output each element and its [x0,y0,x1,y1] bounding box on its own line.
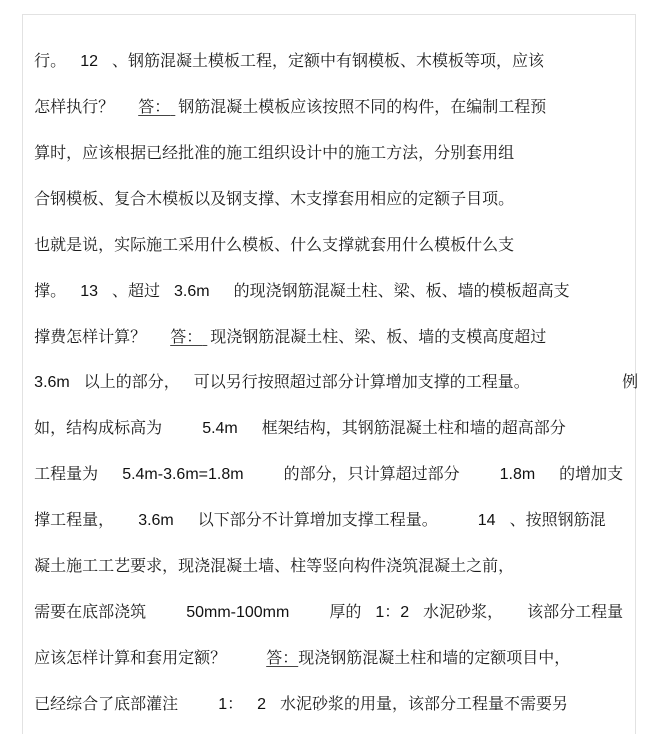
measurement: 5.4m [202,420,238,437]
text-segment: 凝土施工工艺要求，现浇混凝土墙、柱等竖向构件浇筑混凝土之前， [34,556,515,575]
text-segment: 撑费怎样计算？ [34,327,147,346]
text-line-end [612,346,639,391]
text-segment: 以上的部分， [83,372,180,391]
text-segment: 现浇钢筋混凝土柱、梁、板、墙的支模高度超过 [210,327,547,346]
text-segment: 撑。 [34,281,67,300]
text-segment: 撑工程量， [34,510,115,529]
text-segment: 、钢筋混凝土模板工程，定额中有钢模板、木模板等项，应该 [111,51,544,70]
text-segment: 算时，应该根据已经批准的施工组织设计中的施工方法，分别套用组 [34,143,515,162]
text-line [24,163,515,208]
text-line [24,346,530,391]
text-line [24,484,606,529]
text-segment: 合钢模板、复合木模板以及钢支撑、木支撑套用相应的定额子目项。 [34,189,515,208]
text-line [24,255,570,300]
ratio: 2 [257,696,266,713]
text-line [24,622,571,667]
question-number: 14 [477,512,496,529]
text-segment: 如，结构成标高为 [34,418,163,437]
question-number: 12 [80,53,98,70]
answer-label: 答： [170,327,203,346]
text-segment: 应该怎样计算和套用定额？ [34,648,227,667]
text-line [24,71,547,116]
measurement: 50mm-100mm [186,604,290,621]
measurement: 5.4m-3.6m=1.8m [122,466,244,483]
ratio: 1：2 [375,604,410,621]
measurement: 3.6m [138,512,174,529]
text-segment: 、超过 [111,281,160,300]
text-segment: 行。 [34,51,67,70]
text-segment: 可以另行按照超过部分计算增加支撑的工程量。 [193,372,530,391]
text-segment: 、按照钢筋混 [509,510,606,529]
text-segment: 的现浇钢筋混凝土柱、梁、板、墙的模板超高支 [233,281,570,300]
text-segment: 也就是说，实际施工采用什么模板、什么支撑就套用什么模板什么支 [34,235,515,254]
question-number: 13 [80,283,98,300]
text-segment: 框架结构，其钢筋混凝土柱和墙的超高部分 [261,418,566,437]
text-segment: 钢筋混凝土模板应该按照不同的构件，在编制工程预 [178,97,547,116]
measurement: 3.6m [34,374,70,391]
text-segment: 该部分工程量 [527,602,624,621]
answer-label: 答： [266,648,299,667]
text-line [24,301,547,346]
text-line [24,576,624,621]
text-segment: 工程量为 [34,464,99,483]
text-line [24,117,515,162]
ratio: 1： [218,696,244,713]
text-segment: 现浇钢筋混凝土柱和墙的定额项目中， [298,648,571,667]
text-segment: 例 [622,372,639,391]
text-line [24,530,515,575]
text-segment: 怎样执行？ [34,97,115,116]
text-segment: 已经综合了底部灌注 [34,694,179,713]
text-segment: 的增加支 [559,464,624,483]
text-line [24,438,624,483]
text-line [24,25,544,70]
measurement: 1.8m [499,466,536,483]
text-line [24,392,566,437]
text-segment: 需要在底部浇筑 [34,602,147,621]
measurement: 3.6m [174,283,210,300]
text-segment: 的部分，只计算超过部分 [283,464,460,483]
text-line [24,668,569,713]
text-line [24,209,515,254]
answer-label: 答： [138,97,171,116]
text-segment: 厚的 [329,602,362,621]
text-segment: 水泥砂浆的用量，该部分工程量不需要另 [280,694,569,713]
text-segment: 水泥砂浆， [423,602,504,621]
text-segment: 以下部分不计算增加支撑工程量。 [197,510,438,529]
